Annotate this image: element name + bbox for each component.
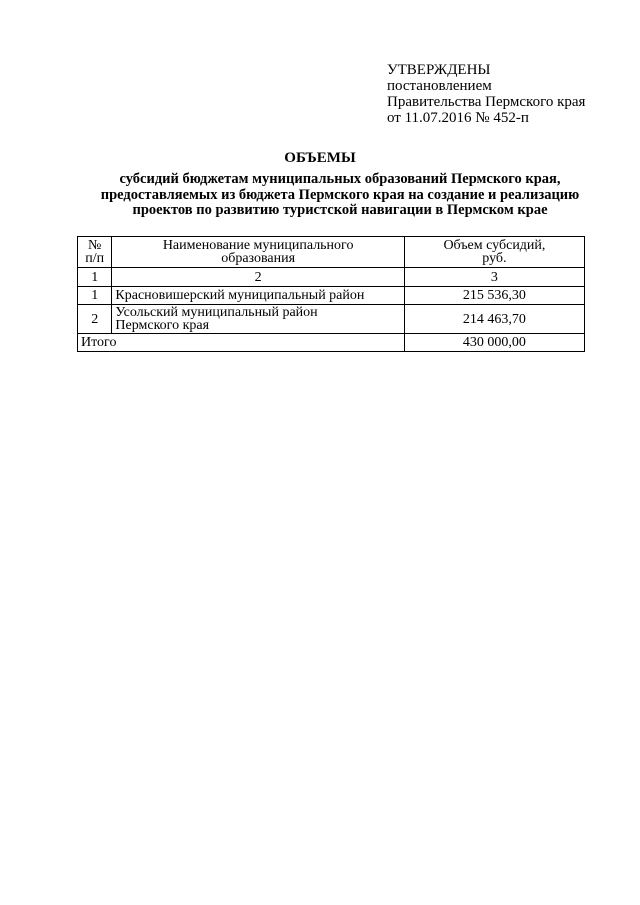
row-sum: 214 463,70	[404, 305, 584, 334]
header-number-line-2: п/п	[85, 251, 105, 266]
index-cell-1: 1	[78, 268, 112, 287]
row-name-line-1: Усольский муниципальный район	[115, 305, 318, 320]
total-label: Итого	[78, 334, 405, 352]
approval-stamp	[387, 62, 585, 126]
header-sum	[404, 237, 584, 268]
table-total-row	[78, 334, 585, 352]
document-title: ОБЪЕМЫ	[284, 150, 356, 166]
subsidies-table	[77, 236, 585, 352]
row-number: 1	[78, 287, 112, 305]
subtitle-line-1: субсидий бюджетам муниципальных образований Пермского края,	[119, 171, 561, 187]
header-name	[112, 237, 404, 268]
row-name-line-2: Пермского края	[115, 318, 210, 333]
table-index-row	[78, 268, 585, 287]
approval-line-1: УТВЕРЖДЕНЫ	[387, 62, 491, 78]
index-cell-3: 3	[404, 268, 584, 287]
header-number	[78, 237, 112, 268]
header-number-line-1: №	[88, 238, 102, 253]
table-header-row	[78, 237, 585, 268]
row-name	[112, 305, 404, 334]
header-name-line-2: образования	[221, 251, 296, 266]
document-subtitle	[80, 172, 600, 219]
subtitle-line-2: предоставляемых из бюджета Пермского края на создание и реализацию	[100, 186, 580, 203]
approval-line-4: от 11.07.2016 № 452-п	[387, 110, 529, 126]
row-sum: 215 536,30	[404, 287, 584, 305]
row-number: 2	[78, 305, 112, 334]
header-sum-line-2: руб.	[482, 251, 507, 266]
subtitle-line-3: проектов по развитию туристской навигации в Пермском крае	[132, 202, 548, 218]
header-sum-line-1: Объем субсидий,	[443, 238, 546, 253]
total-sum: 430 000,00	[404, 334, 584, 352]
index-cell-2: 2	[112, 268, 404, 287]
approval-line-3: Правительства Пермского края	[387, 94, 586, 110]
header-name-line-1: Наименование муниципального	[162, 238, 354, 253]
row-name: Красновишерский муниципальный район	[112, 287, 404, 305]
approval-line-2: постановлением	[387, 78, 492, 94]
table-row	[78, 287, 585, 305]
table-row	[78, 305, 585, 334]
